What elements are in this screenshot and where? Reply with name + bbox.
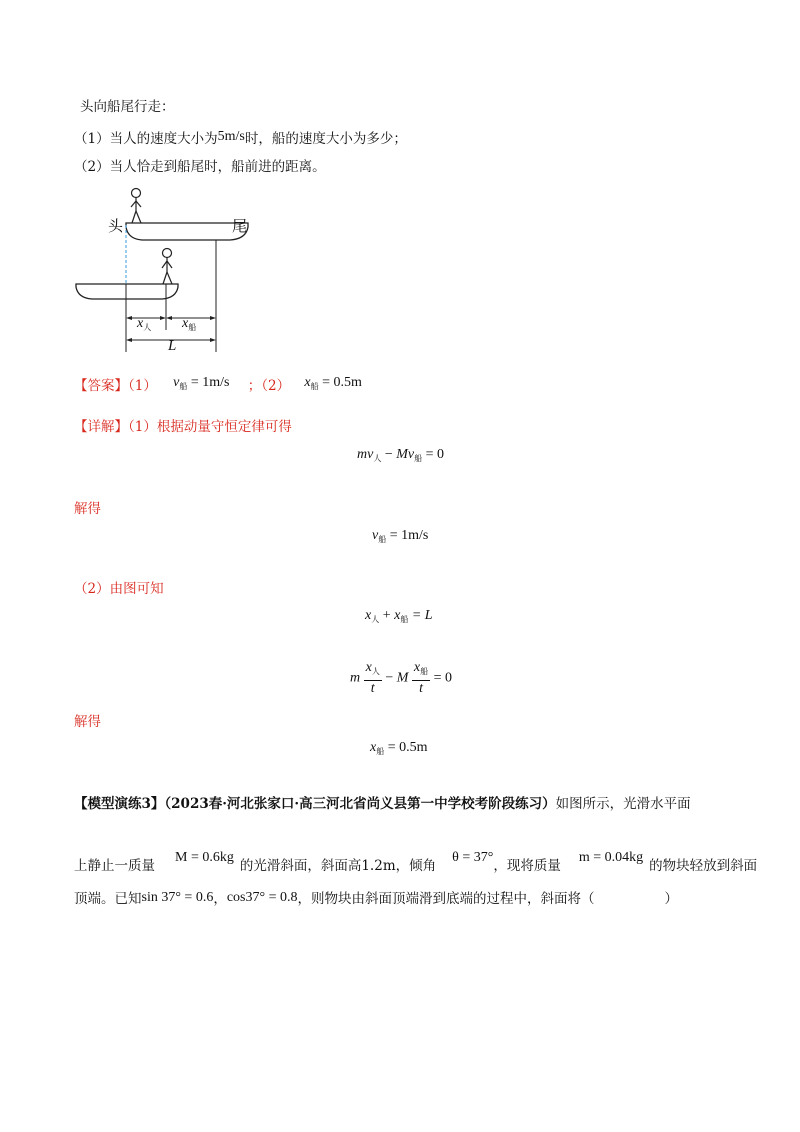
- q1-prefix: （1）当人的速度大小为: [74, 131, 218, 147]
- detail-line: [74, 418, 292, 436]
- question-1: [74, 128, 407, 148]
- answer-v-boat: $v_船 = 1m/s$: [173, 375, 230, 391]
- q1-suffix: 时，船的速度大小为多少；: [244, 131, 407, 147]
- equation-distance-sum: $x_人 + x_船 = L$: [365, 608, 433, 624]
- label-tail: 尾: [232, 217, 248, 235]
- equation-momentum: $mv_人 - Mv_船 = 0$: [357, 447, 445, 463]
- q1-speed: 5m/s: [217, 129, 245, 144]
- person-bottom: [162, 249, 172, 285]
- label-x-boat: $x_船$: [182, 316, 197, 332]
- boat-figure: [70, 180, 270, 355]
- solve-label-2: 解得: [74, 714, 101, 730]
- next-problem-line2: 上静止一质量M = 0.6kg的光滑斜面，斜面高1.2m，倾角θ = 37°，现将质量m = 0.04kg的物块轻放到斜面: [74, 850, 758, 874]
- equation-v-boat: $v_船 = 1m/s$: [372, 528, 429, 544]
- boat-top: [126, 223, 248, 240]
- answer-label: 【答案】: [74, 378, 128, 394]
- sin-value: sin 37° = 0.6: [141, 890, 214, 905]
- mass-small: m = 0.04kg: [578, 850, 644, 865]
- answer-x-boat: $x_船 = 0.5m$: [304, 375, 362, 391]
- mass-big: M = 0.6kg: [175, 850, 234, 865]
- angle-theta: θ = 37°: [452, 850, 494, 865]
- solve-label-1: 解得: [74, 501, 101, 517]
- question-2: （2）当人恰走到船尾时，船前进的距离。: [74, 159, 326, 175]
- problem-intro-line: 头向船尾行走：: [80, 99, 175, 115]
- cos-value: cos37° = 0.8: [226, 890, 298, 905]
- answer-line: [74, 374, 362, 396]
- answer-part1: （1）: [128, 378, 157, 394]
- next-problem-line1: [74, 795, 691, 813]
- next-problem-source: （2023春·河北张家口·高三河北省尚义县第一中学校考阶段练习）: [164, 796, 556, 812]
- label-x-person: $x_人$: [137, 316, 152, 332]
- next-problem-text1: 如图所示，光滑水平面: [555, 796, 691, 812]
- equation-displacement-momentum: m $\frac{x_人}{t}$ − M $\frac{x_船}{t}$ = 0: [350, 660, 453, 696]
- detail-part2: （2）由图可知: [74, 581, 164, 597]
- label-head: 头: [108, 217, 124, 235]
- label-L: L: [168, 338, 177, 354]
- detail-part1: （1）根据动量守恒定律可得: [128, 419, 292, 435]
- person-top: [131, 189, 141, 224]
- answer-part2: ；（2）: [247, 378, 291, 394]
- boat-bottom: [76, 284, 178, 299]
- next-problem-tag: 【模型演练3】: [74, 796, 165, 812]
- equation-x-boat: $x_船 = 0.5m$: [370, 740, 428, 756]
- next-problem-line3: 顶端。已知sin 37° = 0.6，cos37° = 0.8，则物块由斜面顶端滑到底端的过程中，斜面将（ ）: [74, 890, 678, 907]
- detail-label: 【详解】: [74, 419, 128, 435]
